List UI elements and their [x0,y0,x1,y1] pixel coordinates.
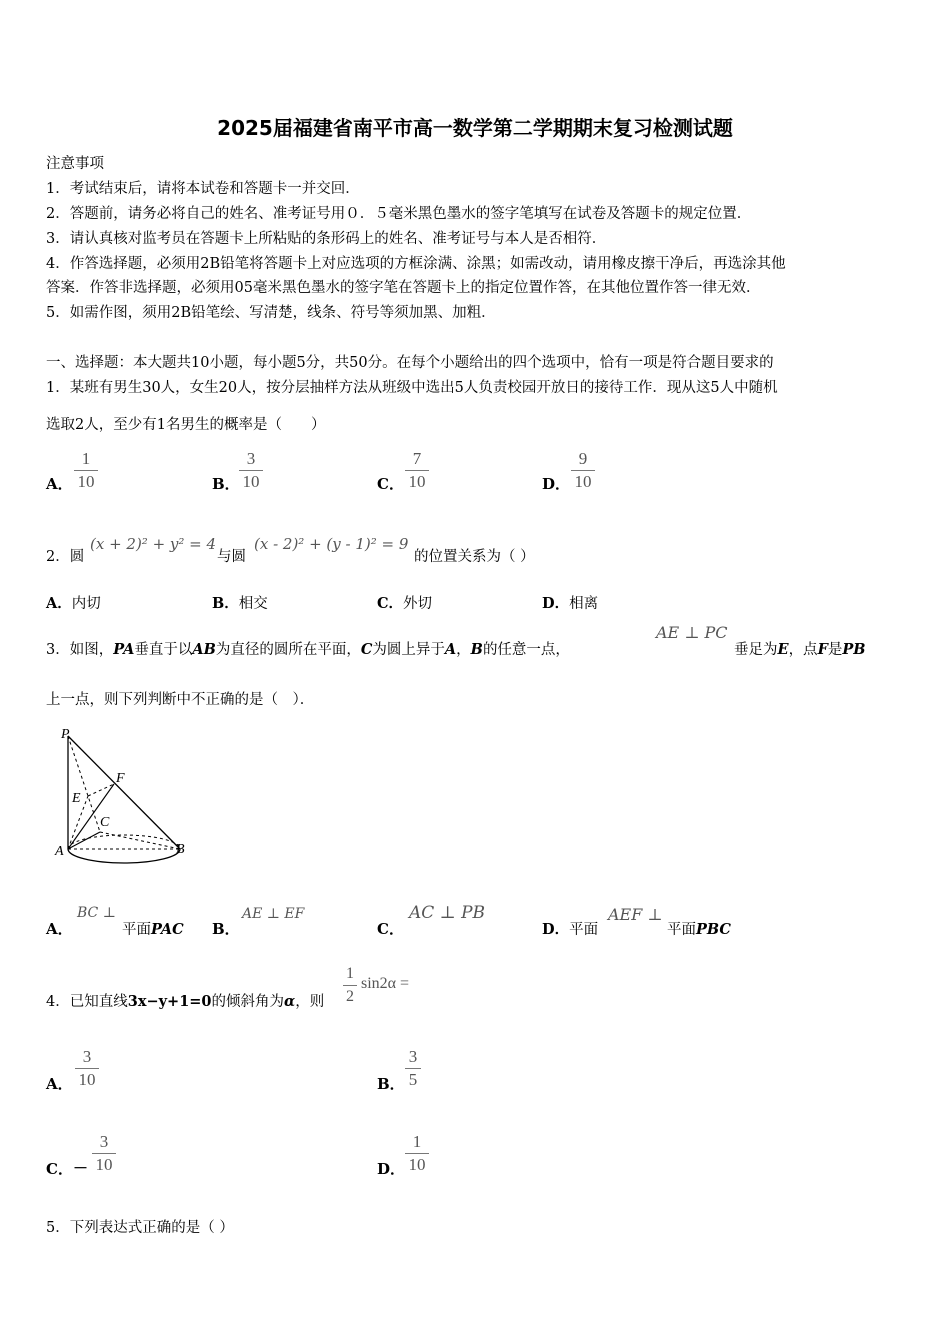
denominator: 10 [408,472,426,491]
label-c: C [100,815,110,830]
q3-option-a-math: BC ⊥ [77,905,116,921]
numerator: 1 [412,1132,422,1151]
segment-ac [68,832,100,849]
q3-text-p: 是 [827,642,843,658]
denominator: 2 [346,988,354,1005]
q3-option-d-text [667,918,731,939]
notice-item-4: 4．作答选择题，必须用2B铅笔将答题卡上对应选项的方框涂满、涂黑；如需改动，请用橡皮擦干净后，再选涂其他 [46,256,786,272]
q1-option-c-fraction [405,449,429,492]
denominator: 10 [408,1155,426,1174]
q5-stem: 5．下列表达式正确的是（ ） [46,1220,234,1236]
option-label: A． [46,595,72,612]
q1-option-c-label: C． [377,475,404,493]
q3-text-n: ，点 [788,642,818,658]
q4-text-e: ，则 [295,994,325,1010]
q4-option-a-fraction [75,1047,99,1090]
q3-text-l: 垂足为 [734,642,778,658]
q3-text-i: ， [456,642,471,658]
q4-option-a-label: A． [46,1075,73,1093]
q3-f: F [817,641,828,658]
q3-option-d-prefix [542,918,598,939]
q3-line2: 上一点，则下列判断中不正确的是（ ）． [46,692,315,708]
numerator: 3 [246,449,256,468]
option-label: C． [377,595,404,612]
option-text: 外切 [403,596,433,612]
q2-suffix: 的位置关系为（ ） [414,549,535,565]
q1-option-b-fraction [239,449,263,492]
numerator: 1 [81,449,91,468]
q3-text-k: 的任意一点， [482,642,570,658]
denominator: 10 [78,1070,96,1089]
q3-option-c-label: C． [377,920,404,938]
option-object: PBC [696,921,731,938]
q3-math-ae-perp-pc: AE ⊥ PC [656,623,728,642]
q4-option-b-fraction [405,1047,421,1090]
q4-alpha: α [284,993,296,1010]
q3-line1 [46,638,570,659]
option-object: PAC [151,921,184,938]
q4-half-fraction [343,964,357,1007]
numerator: 7 [412,449,422,468]
q2-option-d [542,592,598,613]
notice-item-4-cont: 答案．作答非选择题，必须用05毫米黑色墨水的签字笔在答题卡上的指定位置作答，在其他位置作答一律无效． [46,280,761,296]
denominator: 10 [77,472,95,491]
option-text: 平面 [122,922,151,938]
q1-option-a-label: A． [46,475,73,493]
q2-prefix: 2．圆 [46,549,85,565]
q4-option-c-sign: － [73,1159,89,1177]
option-text: 内切 [71,596,101,612]
q2-equation-1: (x + 2)² + y² = 4 [90,535,217,553]
q3-text-a: 3．如图， [46,642,114,658]
option-text: 相交 [238,596,268,612]
option-label: D． [542,595,570,612]
segment-pc [68,736,100,832]
label-p: P [61,727,70,742]
label-a: A [55,844,64,859]
notice-item-5: 5．如需作图，须用2B铅笔绘、写清楚，线条、符号等须加黑、加粗． [46,305,496,321]
q3-option-b-label: B． [212,920,240,938]
q3-ab: AB [192,641,216,658]
notice-item-2: 2．答题前，请务必将自己的姓名、准考证号用０．５毫米黑色墨水的签字笔填写在试卷及答题卡的规定位置． [46,206,752,222]
q4-stem [46,990,324,1011]
q4-tail: sin2α = [361,975,410,992]
label-e: E [72,791,81,806]
q3-a: A [444,641,457,658]
label-b: B [176,842,185,857]
q3-e: E [777,641,789,658]
q1-line2: 选取2人，至少有1名男生的概率是（ ） [46,417,326,433]
q4-text-c: 的倾斜角为 [211,994,285,1010]
notice-item-1: 1．考试结束后，请将本试卷和答题卡一并交回． [46,181,360,197]
section-heading: 一、选择题：本大题共10小题，每小题5分，共50分。在每个小题给出的四个选项中，恰有一项是符合题目要求的 [46,355,774,371]
q1-option-d-label: D． [542,475,571,493]
q3-text-e: 为直径的圆所在平面， [215,642,361,658]
numerator: 3 [99,1132,109,1151]
q4-option-c-label: C． [46,1160,73,1178]
q4-option-d-label: D． [377,1160,406,1178]
q2-option-b [212,592,268,613]
q2-mid: 与圆 [217,549,246,565]
q4-option-c-fraction [92,1132,116,1175]
numerator: 3 [82,1047,92,1066]
denominator: 10 [574,472,592,491]
numerator: 9 [578,449,588,468]
option-text: 平面 [667,922,696,938]
base-ellipse-front [68,849,180,863]
q3-option-a-label: A． [46,920,73,938]
denominator: 5 [408,1070,418,1089]
q3-c: C [360,641,373,658]
q4-option-d-fraction [405,1132,429,1175]
notice-item-3: 3．请认真核对监考员在答题卡上所粘贴的条形码上的姓名、准考证号与本人是否相符． [46,231,607,247]
q1-option-b-label: B． [212,475,240,493]
q1-line1: 1．某班有男生30人，女生20人，按分层抽样方法从班级中选出5人负责校园开放日的接待工作．现从这5人中随机 [46,380,778,396]
segment-pb [68,736,180,849]
q4-line-equation: 3x−y+1=0 [127,993,212,1010]
q3-option-d-math: AEF ⊥ [608,905,663,924]
page-title: 2025届福建省南平市高一数学第二学期期末复习检测试题 [217,116,733,140]
q2-option-c [377,592,432,613]
denominator: 10 [242,472,260,491]
option-text: 相离 [569,596,599,612]
q3-b: B [470,641,483,658]
q3-pb: PB [842,641,866,658]
q3-line1-tail [734,638,866,659]
q3-pa: PA [113,641,135,658]
q4-text-a: 4．已知直线 [46,994,128,1010]
denominator: 10 [95,1155,113,1174]
option-pre: 平面 [569,922,599,938]
q3-text-c: 垂直于以 [134,642,193,658]
notice-heading: 注意事项 [46,156,104,172]
q1-option-a-fraction [74,449,98,492]
q2-equation-2: (x - 2)² + (y - 1)² = 9 [254,535,409,553]
q1-option-d-fraction [571,449,595,492]
option-label: B． [212,595,239,612]
numerator: 1 [346,965,354,982]
option-label: D． [542,921,570,938]
q3-option-b-math: AE ⊥ EF [242,906,305,922]
q3-option-c-math: AC ⊥ PB [409,903,486,923]
numerator: 3 [408,1047,418,1066]
q3-geometry-figure [50,724,200,869]
q3-option-a-text [122,918,184,939]
label-f: F [116,771,125,786]
q4-option-b-label: B． [377,1075,405,1093]
q3-text-g: 为圆上异于 [372,642,445,658]
q2-option-a [46,592,101,613]
